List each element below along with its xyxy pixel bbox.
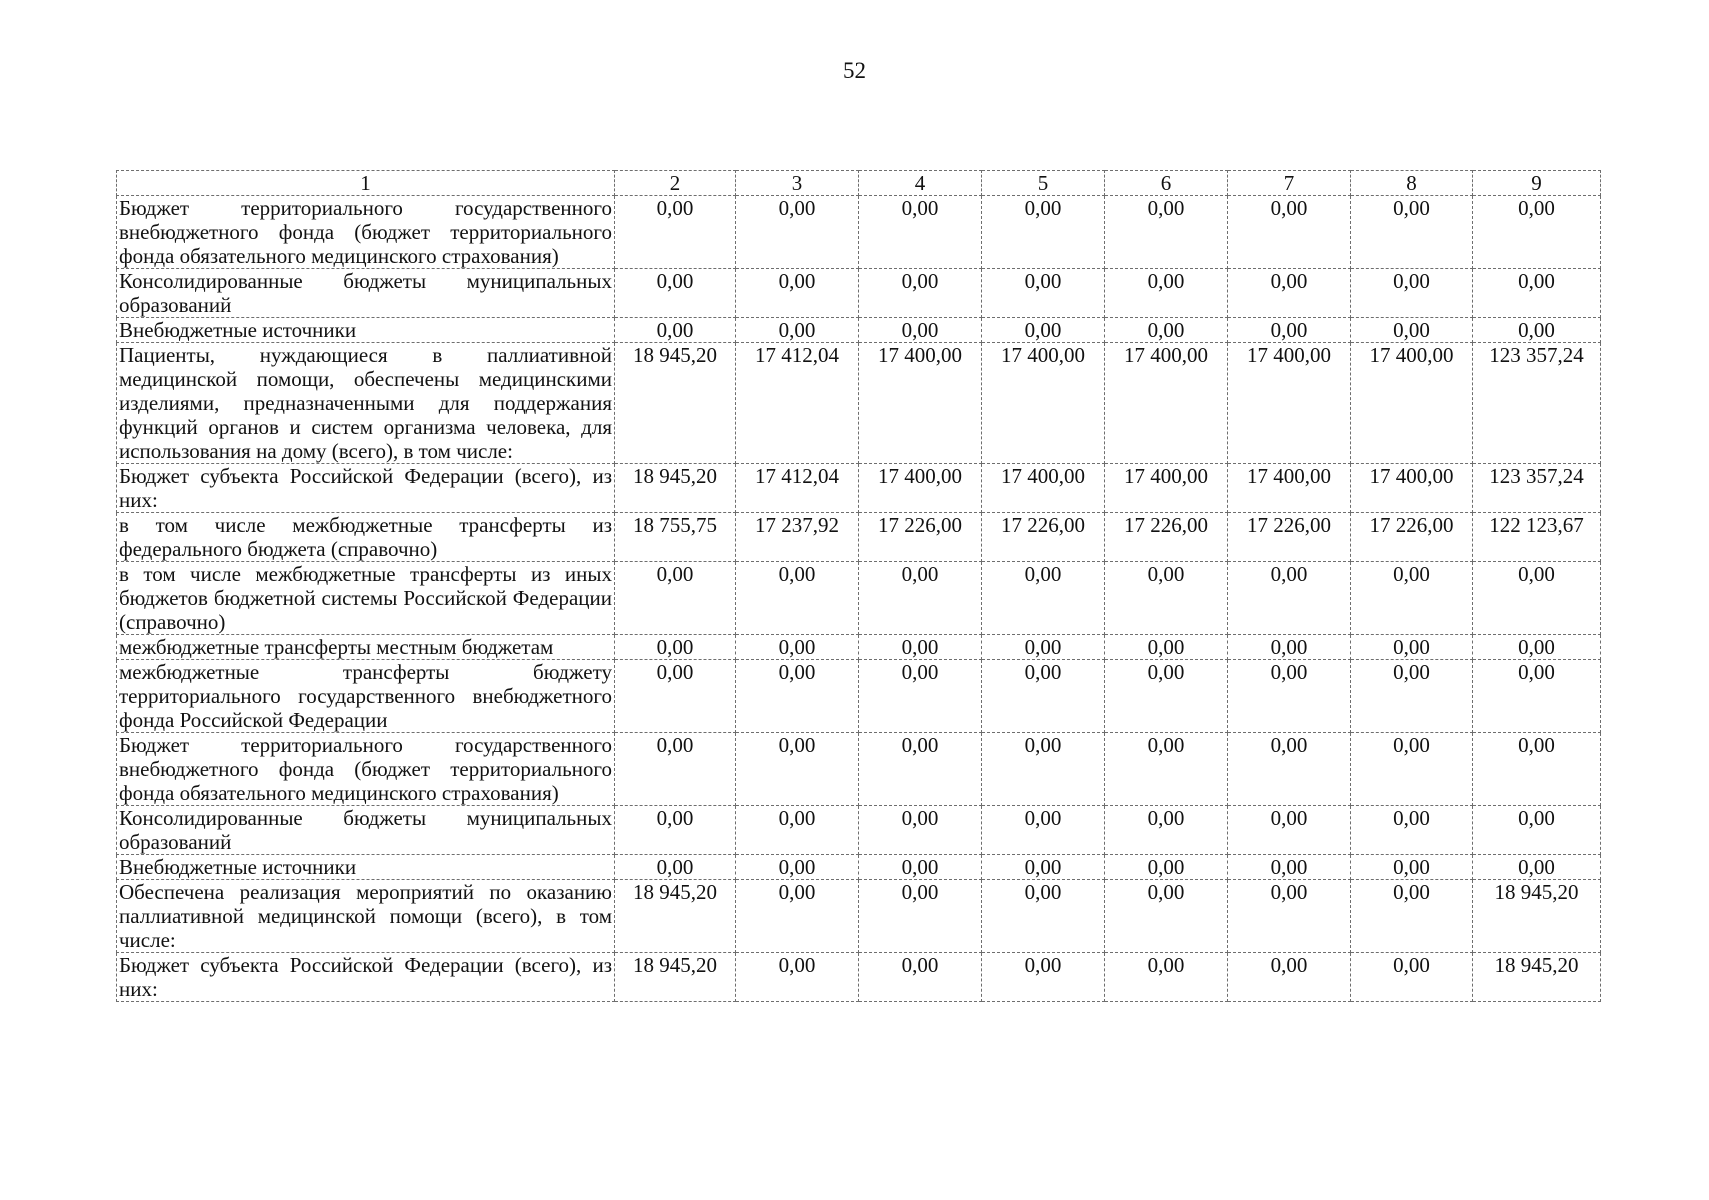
- table-row: [117, 953, 1601, 1002]
- row-label: межбюджетные трансферты бюджету территориального государственного внебюджетного фонда Российской Федерации: [117, 660, 615, 733]
- cell-value: 0,00: [1351, 953, 1473, 1002]
- page-number: 52: [843, 58, 866, 83]
- table-row: [117, 464, 1601, 513]
- column-header: 4: [859, 171, 982, 196]
- column-header: 1: [117, 171, 615, 196]
- cell-value: 0,00: [1473, 318, 1601, 343]
- cell-value: 17 237,92: [736, 513, 859, 562]
- table-row: [117, 343, 1601, 464]
- cell-value: 123 357,24: [1473, 343, 1601, 464]
- cell-value: 17 400,00: [1351, 464, 1473, 513]
- cell-value: 17 412,04: [736, 464, 859, 513]
- cell-value: 0,00: [859, 880, 982, 953]
- row-label: Внебюджетные источники: [117, 855, 615, 880]
- table-row: [117, 660, 1601, 733]
- cell-value: 0,00: [1228, 635, 1351, 660]
- row-label: Внебюджетные источники: [117, 318, 615, 343]
- cell-value: 0,00: [615, 196, 736, 269]
- cell-value: 0,00: [1105, 269, 1228, 318]
- cell-value: 0,00: [1473, 196, 1601, 269]
- budget-table: [116, 170, 1601, 1002]
- cell-value: 17 226,00: [982, 513, 1105, 562]
- cell-value: 0,00: [1105, 318, 1228, 343]
- cell-value: 17 400,00: [982, 343, 1105, 464]
- cell-value: 0,00: [1105, 855, 1228, 880]
- table-row: [117, 269, 1601, 318]
- table-row: [117, 880, 1601, 953]
- cell-value: 0,00: [1105, 196, 1228, 269]
- cell-value: 122 123,67: [1473, 513, 1601, 562]
- table-row: [117, 318, 1601, 343]
- cell-value: 0,00: [736, 733, 859, 806]
- row-label: Бюджет территориального государственного внебюджетного фонда (бюджет территориального фонда обязательного медицинского страхования): [117, 196, 615, 269]
- cell-value: 18 945,20: [1473, 953, 1601, 1002]
- cell-value: 0,00: [1228, 318, 1351, 343]
- header-row: [117, 171, 1601, 196]
- column-header: 7: [1228, 171, 1351, 196]
- column-header: 8: [1351, 171, 1473, 196]
- cell-value: 17 400,00: [1351, 343, 1473, 464]
- cell-value: 0,00: [615, 269, 736, 318]
- cell-value: 17 226,00: [1351, 513, 1473, 562]
- cell-value: 0,00: [1473, 806, 1601, 855]
- row-label: Консолидированные бюджеты муниципальных образований: [117, 269, 615, 318]
- cell-value: 0,00: [736, 953, 859, 1002]
- cell-value: 0,00: [982, 562, 1105, 635]
- cell-value: 0,00: [859, 806, 982, 855]
- cell-value: 0,00: [982, 880, 1105, 953]
- cell-value: 0,00: [1473, 660, 1601, 733]
- cell-value: 0,00: [982, 733, 1105, 806]
- cell-value: 0,00: [1351, 269, 1473, 318]
- cell-value: 0,00: [1228, 269, 1351, 318]
- cell-value: 0,00: [615, 660, 736, 733]
- cell-value: 0,00: [982, 806, 1105, 855]
- cell-value: 0,00: [1228, 562, 1351, 635]
- cell-value: 0,00: [859, 562, 982, 635]
- row-label: Пациенты, нуждающиеся в паллиативной медицинской помощи, обеспечены медицинскими изделиями, предназначенными для поддержания функций органов и систем организма человека, для использования на дому (всего), в том числе:: [117, 343, 615, 464]
- cell-value: 0,00: [736, 318, 859, 343]
- column-header: 5: [982, 171, 1105, 196]
- cell-value: 0,00: [615, 635, 736, 660]
- cell-value: 0,00: [1351, 855, 1473, 880]
- cell-value: 0,00: [615, 806, 736, 855]
- cell-value: 0,00: [859, 269, 982, 318]
- cell-value: 17 400,00: [1105, 464, 1228, 513]
- cell-value: 18 945,20: [1473, 880, 1601, 953]
- column-header: 3: [736, 171, 859, 196]
- cell-value: 0,00: [1228, 880, 1351, 953]
- table-row: [117, 855, 1601, 880]
- cell-value: 0,00: [736, 562, 859, 635]
- cell-value: 0,00: [1351, 733, 1473, 806]
- table-row: [117, 733, 1601, 806]
- cell-value: 0,00: [1228, 660, 1351, 733]
- cell-value: 0,00: [1105, 660, 1228, 733]
- row-label: межбюджетные трансферты местным бюджетам: [117, 635, 615, 660]
- cell-value: 0,00: [736, 660, 859, 733]
- row-label: в том числе межбюджетные трансферты из федерального бюджета (справочно): [117, 513, 615, 562]
- table-row: [117, 513, 1601, 562]
- column-header: 2: [615, 171, 736, 196]
- cell-value: 18 945,20: [615, 953, 736, 1002]
- cell-value: 0,00: [615, 318, 736, 343]
- row-label: в том числе межбюджетные трансферты из иных бюджетов бюджетной системы Российской Федерации (справочно): [117, 562, 615, 635]
- cell-value: 0,00: [982, 660, 1105, 733]
- cell-value: 0,00: [615, 562, 736, 635]
- cell-value: 0,00: [1351, 880, 1473, 953]
- cell-value: 0,00: [736, 635, 859, 660]
- cell-value: 0,00: [859, 318, 982, 343]
- cell-value: 0,00: [1228, 953, 1351, 1002]
- cell-value: 0,00: [859, 660, 982, 733]
- cell-value: 0,00: [1351, 562, 1473, 635]
- cell-value: 0,00: [1105, 562, 1228, 635]
- cell-value: 0,00: [859, 733, 982, 806]
- cell-value: 17 226,00: [859, 513, 982, 562]
- cell-value: 0,00: [1351, 806, 1473, 855]
- cell-value: 0,00: [1105, 635, 1228, 660]
- cell-value: 0,00: [1473, 855, 1601, 880]
- cell-value: 0,00: [1473, 733, 1601, 806]
- cell-value: 0,00: [1351, 635, 1473, 660]
- cell-value: 17 400,00: [1228, 464, 1351, 513]
- column-header: 9: [1473, 171, 1601, 196]
- cell-value: 17 400,00: [982, 464, 1105, 513]
- cell-value: 0,00: [736, 855, 859, 880]
- cell-value: 0,00: [1228, 806, 1351, 855]
- cell-value: 18 755,75: [615, 513, 736, 562]
- cell-value: 0,00: [1228, 733, 1351, 806]
- cell-value: 0,00: [1228, 855, 1351, 880]
- cell-value: 0,00: [982, 635, 1105, 660]
- cell-value: 17 226,00: [1228, 513, 1351, 562]
- cell-value: 0,00: [1351, 318, 1473, 343]
- cell-value: 17 412,04: [736, 343, 859, 464]
- table-body: [117, 196, 1601, 1002]
- cell-value: 0,00: [859, 953, 982, 1002]
- cell-value: 0,00: [1473, 635, 1601, 660]
- cell-value: 0,00: [982, 318, 1105, 343]
- cell-value: 0,00: [1473, 562, 1601, 635]
- cell-value: 17 400,00: [859, 464, 982, 513]
- cell-value: 0,00: [736, 196, 859, 269]
- cell-value: 0,00: [1105, 733, 1228, 806]
- cell-value: 18 945,20: [615, 343, 736, 464]
- cell-value: 17 400,00: [1105, 343, 1228, 464]
- cell-value: 0,00: [1105, 953, 1228, 1002]
- column-header: 6: [1105, 171, 1228, 196]
- cell-value: 0,00: [859, 855, 982, 880]
- cell-value: 0,00: [982, 953, 1105, 1002]
- cell-value: 0,00: [1228, 196, 1351, 269]
- table-row: [117, 562, 1601, 635]
- cell-value: 0,00: [1473, 269, 1601, 318]
- cell-value: 0,00: [1105, 880, 1228, 953]
- cell-value: 18 945,20: [615, 464, 736, 513]
- cell-value: 0,00: [859, 635, 982, 660]
- cell-value: 17 400,00: [859, 343, 982, 464]
- cell-value: 18 945,20: [615, 880, 736, 953]
- row-label: Бюджет территориального государственного внебюджетного фонда (бюджет территориального фонда обязательного медицинского страхования): [117, 733, 615, 806]
- row-label: Бюджет субъекта Российской Федерации (всего), из них:: [117, 953, 615, 1002]
- cell-value: 0,00: [615, 733, 736, 806]
- cell-value: 0,00: [982, 196, 1105, 269]
- row-label: Обеспечена реализация мероприятий по оказанию паллиативной медицинской помощи (всего), в том числе:: [117, 880, 615, 953]
- cell-value: 0,00: [982, 855, 1105, 880]
- cell-value: 0,00: [1351, 660, 1473, 733]
- cell-value: 123 357,24: [1473, 464, 1601, 513]
- cell-value: 0,00: [982, 269, 1105, 318]
- table-row: [117, 635, 1601, 660]
- cell-value: 0,00: [736, 880, 859, 953]
- row-label: Консолидированные бюджеты муниципальных образований: [117, 806, 615, 855]
- table-row: [117, 196, 1601, 269]
- cell-value: 17 400,00: [1228, 343, 1351, 464]
- cell-value: 0,00: [1351, 196, 1473, 269]
- cell-value: 17 226,00: [1105, 513, 1228, 562]
- row-label: Бюджет субъекта Российской Федерации (всего), из них:: [117, 464, 615, 513]
- cell-value: 0,00: [1105, 806, 1228, 855]
- cell-value: 0,00: [736, 806, 859, 855]
- cell-value: 0,00: [859, 196, 982, 269]
- cell-value: 0,00: [615, 855, 736, 880]
- cell-value: 0,00: [736, 269, 859, 318]
- table-row: [117, 806, 1601, 855]
